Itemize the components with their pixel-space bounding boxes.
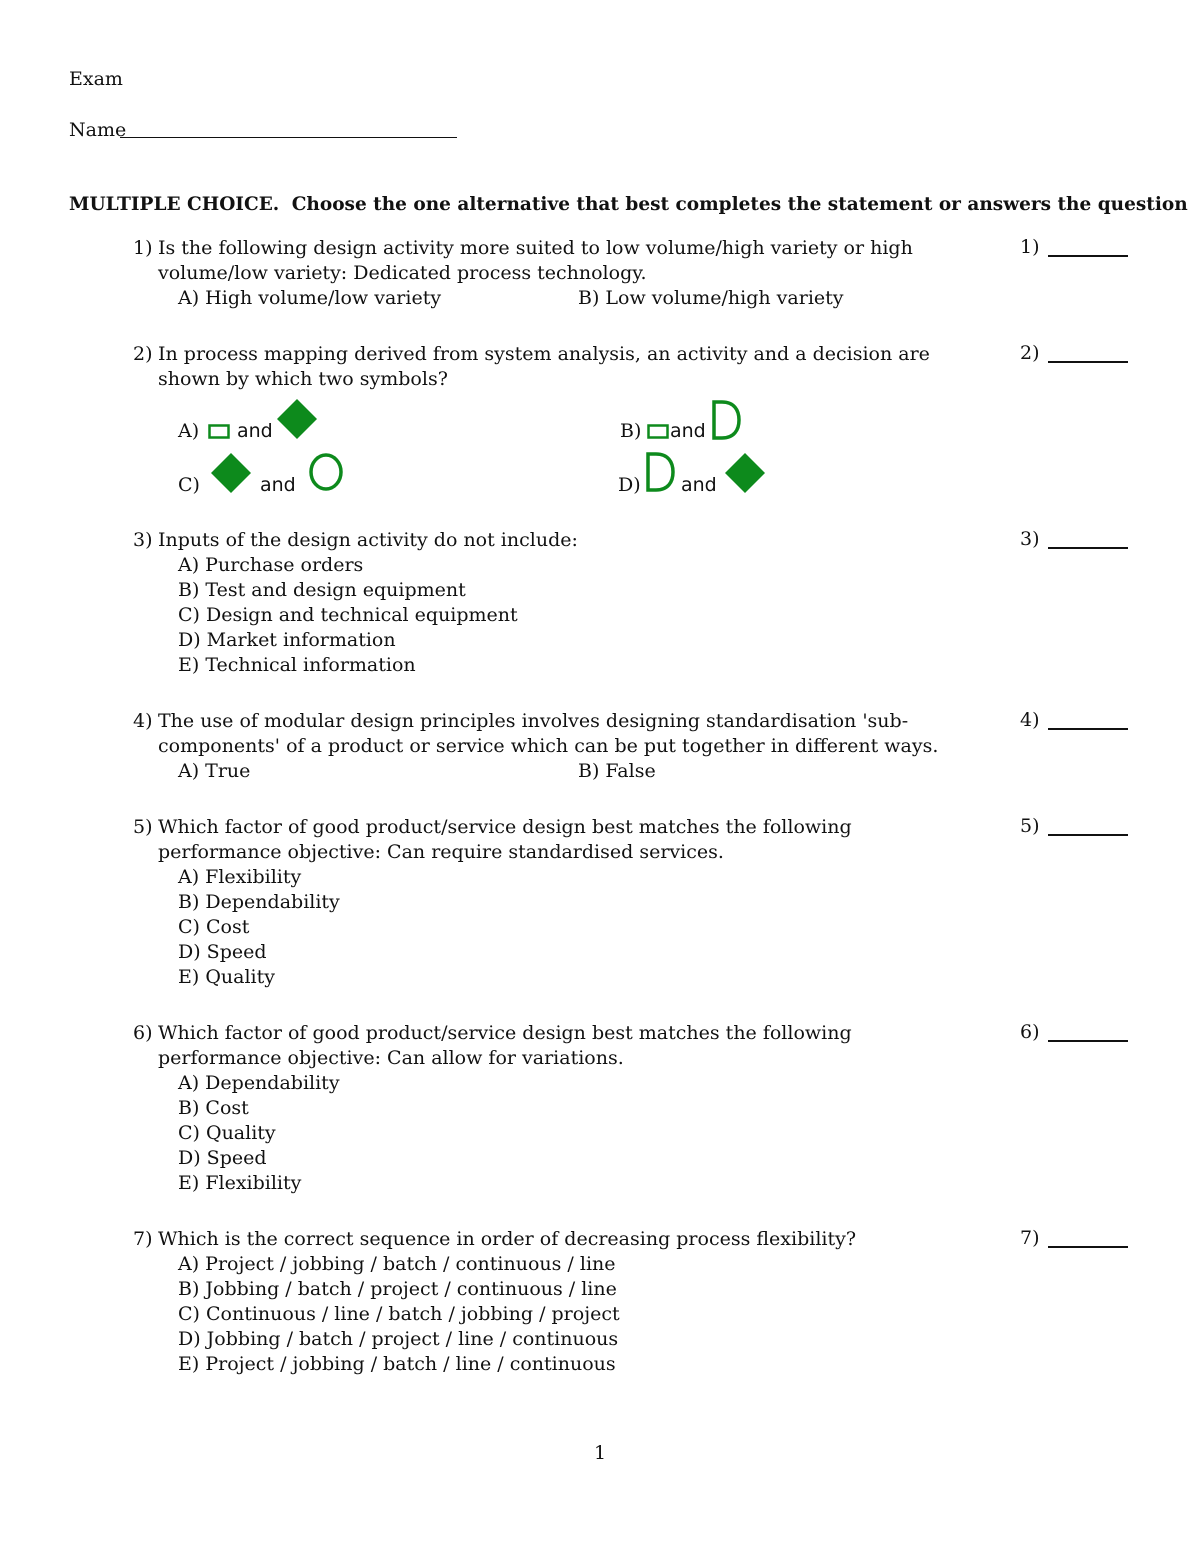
question-text: The use of modular design principles involves designing standardisation 'sub-components' of a product or service which can be put together in different ways. [158,710,939,757]
question-4 [133,709,978,784]
option-b[interactable]: B) Cost [178,1097,249,1119]
name-field[interactable] [120,137,457,138]
answer-label: 1) [1020,236,1040,258]
question-text: In process mapping derived from system analysis, an activity and a decision are shown by which two symbols? [158,343,930,390]
exam-label: Exam [69,68,123,90]
section-heading [69,194,1188,215]
answer-label: 4) [1020,709,1040,731]
circle-icon [306,452,346,492]
answer-blank-2[interactable] [1020,342,1048,364]
answer-blank-3[interactable] [1020,528,1048,550]
option-d[interactable] [618,448,788,498]
option-b[interactable] [620,396,780,446]
answer-blank-6[interactable] [1020,1021,1048,1043]
option-c[interactable]: C) Quality [178,1122,276,1144]
diamond-icon [276,398,318,440]
answer-label: 6) [1020,1021,1040,1043]
question-1 [133,236,978,311]
question-text: Which is the correct sequence in order of decreasing process flexibility? [158,1228,857,1250]
option-a[interactable]: A) High volume/low variety [178,287,442,309]
option-a[interactable]: A) Project / jobbing / batch / continuous / line [178,1253,616,1275]
answer-label: 2) [1020,342,1040,364]
question-text: Is the following design activity more suited to low volume/high variety or high volume/low variety: Dedicated process technology. [158,237,913,284]
option-connector: and [260,474,296,496]
question-6 [133,1021,978,1196]
rectangle-icon [208,424,230,440]
question-number: 4) [133,710,153,732]
answer-line[interactable] [1048,728,1128,730]
answer-line[interactable] [1048,255,1128,257]
question-number: 2) [133,343,153,365]
question-7 [133,1227,978,1377]
option-d[interactable]: D) Market information [178,629,396,651]
option-e[interactable]: E) Technical information [178,654,416,676]
answer-line[interactable] [1048,361,1128,363]
option-b[interactable]: B) Low volume/high variety [578,287,844,309]
question-number: 6) [133,1022,153,1044]
option-d[interactable]: D) Jobbing / batch / project / line / continuous [178,1328,619,1350]
question-text: Which factor of good product/service design best matches the following performance objective: Can require standardised services. [158,816,852,863]
option-c[interactable]: C) Design and technical equipment [178,604,518,626]
option-label: B) [620,420,642,442]
answer-blank-4[interactable] [1020,709,1048,731]
option-label: C) [178,474,200,496]
option-a[interactable]: A) True [178,760,251,782]
option-d[interactable]: D) Speed [178,1147,267,1169]
answer-label: 7) [1020,1227,1040,1249]
section-lead: MULTIPLE CHOICE. [69,194,280,215]
option-a[interactable]: A) Purchase orders [178,554,364,576]
question-5 [133,815,978,990]
option-a[interactable]: A) Dependability [178,1072,340,1094]
option-a[interactable] [178,396,338,446]
answer-blank-7[interactable] [1020,1227,1048,1249]
option-c[interactable]: C) Cost [178,916,250,938]
option-d[interactable]: D) Speed [178,941,267,963]
name-label: Name [69,119,127,141]
option-b[interactable]: B) Jobbing / batch / project / continuous / line [178,1278,617,1300]
option-connector: and [681,474,717,496]
question-number: 1) [133,237,153,259]
page-number: 1 [593,1442,607,1464]
answer-line[interactable] [1048,1246,1128,1248]
question-text: Which factor of good product/service design best matches the following performance objective: Can allow for variations. [158,1022,852,1069]
option-connector: and [237,420,273,442]
option-connector: and [670,420,706,442]
answer-line[interactable] [1048,1040,1128,1042]
option-e[interactable]: E) Project / jobbing / batch / line / continuous [178,1353,616,1375]
delay-d-icon [710,400,742,440]
diamond-icon [210,452,252,494]
answer-blank-5[interactable] [1020,815,1048,837]
diamond-icon [724,452,766,494]
option-a[interactable]: A) Flexibility [178,866,302,888]
answer-label: 5) [1020,815,1040,837]
option-b[interactable]: B) Dependability [178,891,340,913]
option-label: A) [178,420,200,442]
answer-line[interactable] [1048,547,1128,549]
question-3 [133,528,978,678]
option-label: D) [618,474,641,496]
option-e[interactable]: E) Flexibility [178,1172,302,1194]
question-2 [133,342,978,392]
answer-line[interactable] [1048,834,1128,836]
option-e[interactable]: E) Quality [178,966,275,988]
rectangle-icon [647,424,669,440]
section-instruction: Choose the one alternative that best completes the statement or answers the question [291,194,1188,215]
option-c[interactable]: C) Continuous / line / batch / jobbing / project [178,1303,620,1325]
answer-label: 3) [1020,528,1040,550]
option-b[interactable]: B) Test and design equipment [178,579,466,601]
option-b[interactable]: B) False [578,760,656,782]
delay-d-icon [644,452,676,492]
answer-blank-1[interactable] [1020,236,1048,258]
question-number: 5) [133,816,153,838]
question-text: Inputs of the design activity do not include: [158,529,578,551]
option-c[interactable] [178,448,358,498]
question-number: 3) [133,529,153,551]
question-number: 7) [133,1228,153,1250]
